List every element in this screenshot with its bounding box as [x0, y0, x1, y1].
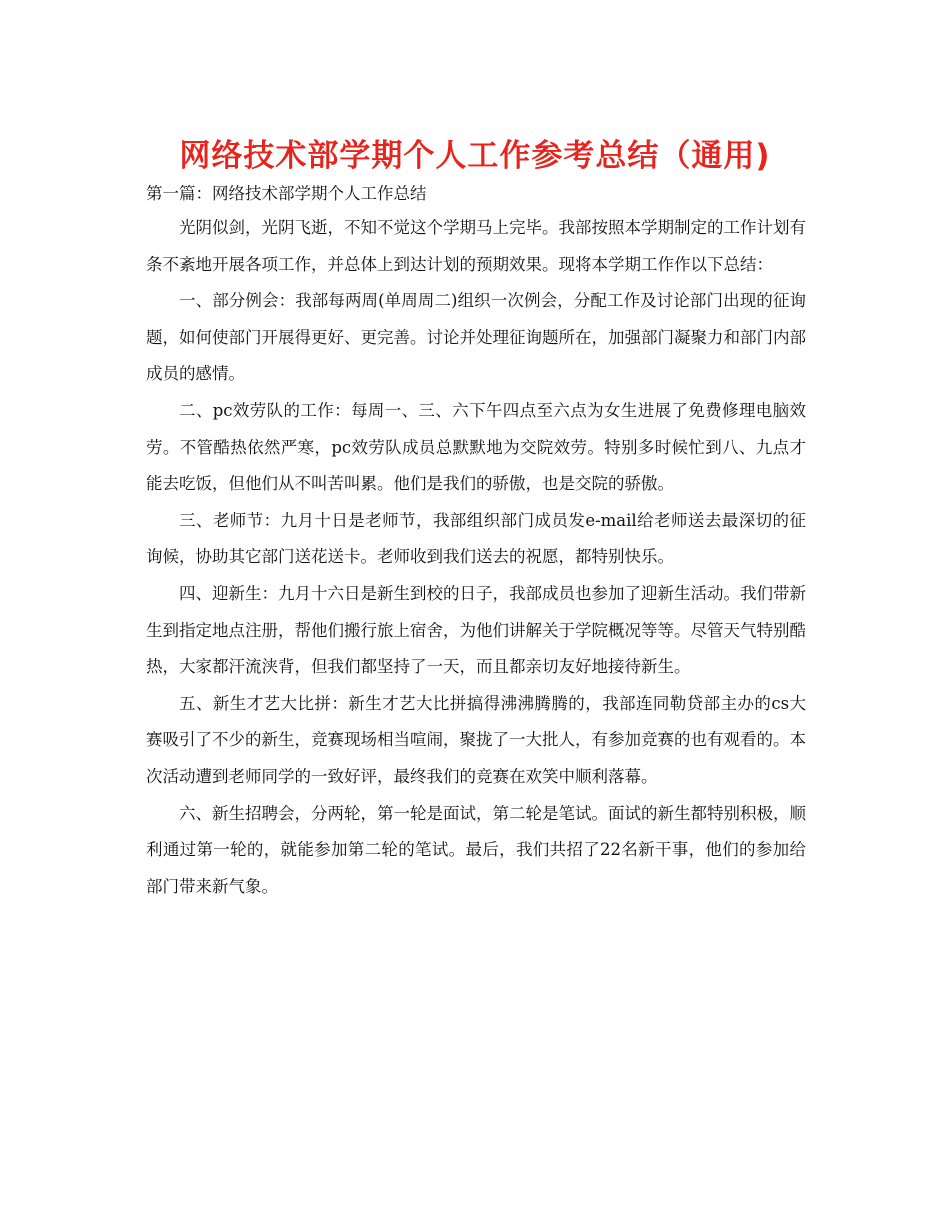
document-body — [146, 210, 806, 905]
paragraph-recruitment: 六、新生招聘会，分两轮，第一轮是面试，第二轮是笔试。面试的新生都特别积极，顺利通过第一轮的，就能参加第二轮的笔试。最后，我们共招了22名新干事，他们的参加给部门带来新气象。 — [146, 803, 806, 896]
paragraph-intro: 光阴似剑，光阴飞逝，不知不觉这个学期马上完毕。我部按照本学期制定的工作计划有条不紊地开展各项工作，并总体上到达计划的预期效果。现将本学期工作作以下总结： — [146, 218, 806, 274]
paragraph-talent-contest: 五、新生才艺大比拼：新生才艺大比拼搞得沸沸腾腾的，我部连同勒贷部主办的cs大赛吸引了不少的新生，竞赛现场相当喧闹，聚拢了一大批人，有参加竞赛的也有观看的。本次活动遭到老师同学的一致好评，最终我们的竞赛在欢笑中顺利落幕。 — [146, 693, 806, 786]
paragraph-pc-service: 二、pc效劳队的工作：每周一、三、六下午四点至六点为女生进展了免费修理电脑效劳。不管酷热依然严寒，pc效劳队成员总默默地为交院效劳。特别多时候忙到八、九点才能去吃饭，但他们从不叫苦叫累。他们是我们的骄傲，也是交院的骄傲。 — [146, 400, 806, 494]
document-subtitle: 第一篇：网络技术部学期个人工作总结 — [146, 184, 427, 203]
paragraph-welcome-freshmen: 四、迎新生：九月十六日是新生到校的日子，我部成员也参加了迎新生活动。我们带新生到指定地点注册，帮他们搬行旅上宿舍，为他们讲解关于学院概况等等。尽管天气特别酷热，大家都汗流浃背，但我们都坚持了一天，而且都亲切友好地接待新生。 — [146, 583, 806, 677]
paragraph-meeting: 一、部分例会：我部每两周(单周周二)组织一次例会，分配工作及讨论部门出现的征询题，如何使部门开展得更好、更完善。讨论并处理征询题所在，加强部门凝聚力和部门内部成员的感情。 — [146, 291, 806, 384]
document-title: 网络技术部学期个人工作参考总结（通用) — [179, 138, 771, 174]
paragraph-teachers-day: 三、老师节：九月十日是老师节，我部组织部门成员发e-mail给老师送去最深切的征询候，协助其它部门送花送卡。老师收到我们送去的祝愿，都特别快乐。 — [146, 510, 806, 567]
